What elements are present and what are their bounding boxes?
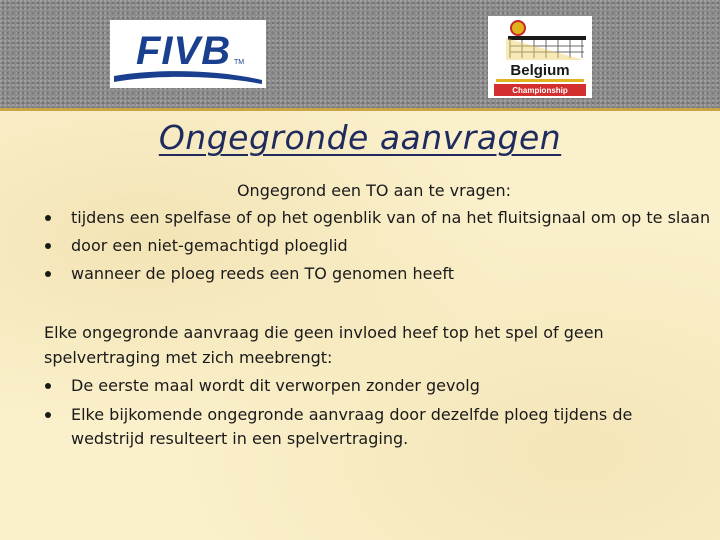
- section2-bullet-continuation: wedstrijd resulteert in een spelvertraging.: [71, 429, 409, 448]
- section2-bullet: De eerste maal wordt dit verworpen zonder gevolg: [71, 376, 480, 395]
- section1-bullet: wanneer de ploeg reeds een TO genomen heeft: [71, 264, 454, 283]
- section2-intro-line1: Elke ongegronde aanvraag die geen invloed heef top het spel of geen: [44, 323, 604, 342]
- net-shadow: [506, 38, 584, 60]
- fivb-tm-mark: TM: [234, 59, 245, 66]
- bullet-marker: [45, 243, 51, 249]
- section2-bullet: Elke bijkomende ongegronde aanvraag door dezelfde ploeg tijdens de: [71, 405, 633, 424]
- section2-intro-line2: spelvertraging met zich meebrengt:: [44, 348, 333, 367]
- bullet-marker: [45, 271, 51, 277]
- net-top-band: [508, 36, 586, 40]
- header-banner: [0, 0, 720, 111]
- bullet-marker: [45, 215, 51, 221]
- logo-stripe: [496, 79, 584, 82]
- fivb-swoosh: [114, 71, 262, 84]
- section1-bullet: door een niet-gemachtigd ploeglid: [71, 236, 348, 255]
- ball-icon: [511, 21, 525, 35]
- belgium-logo-subtext: Championship: [512, 86, 568, 95]
- section1-bullet: tijdens een spelfase of op het ogenblik van of na het fluitsignaal om op te slaan: [71, 208, 711, 227]
- bullet-marker: [45, 412, 51, 418]
- fivb-logo: [110, 20, 266, 88]
- slide-title: Ongegronde aanvragen: [158, 118, 562, 157]
- fivb-logo-text: FIVB: [136, 29, 232, 73]
- bullet-marker: [45, 383, 51, 389]
- section1-heading: Ongegrond een TO aan te vragen:: [236, 181, 512, 200]
- belgium-championship-logo: [488, 16, 592, 98]
- belgium-logo-text: Belgium: [510, 62, 570, 79]
